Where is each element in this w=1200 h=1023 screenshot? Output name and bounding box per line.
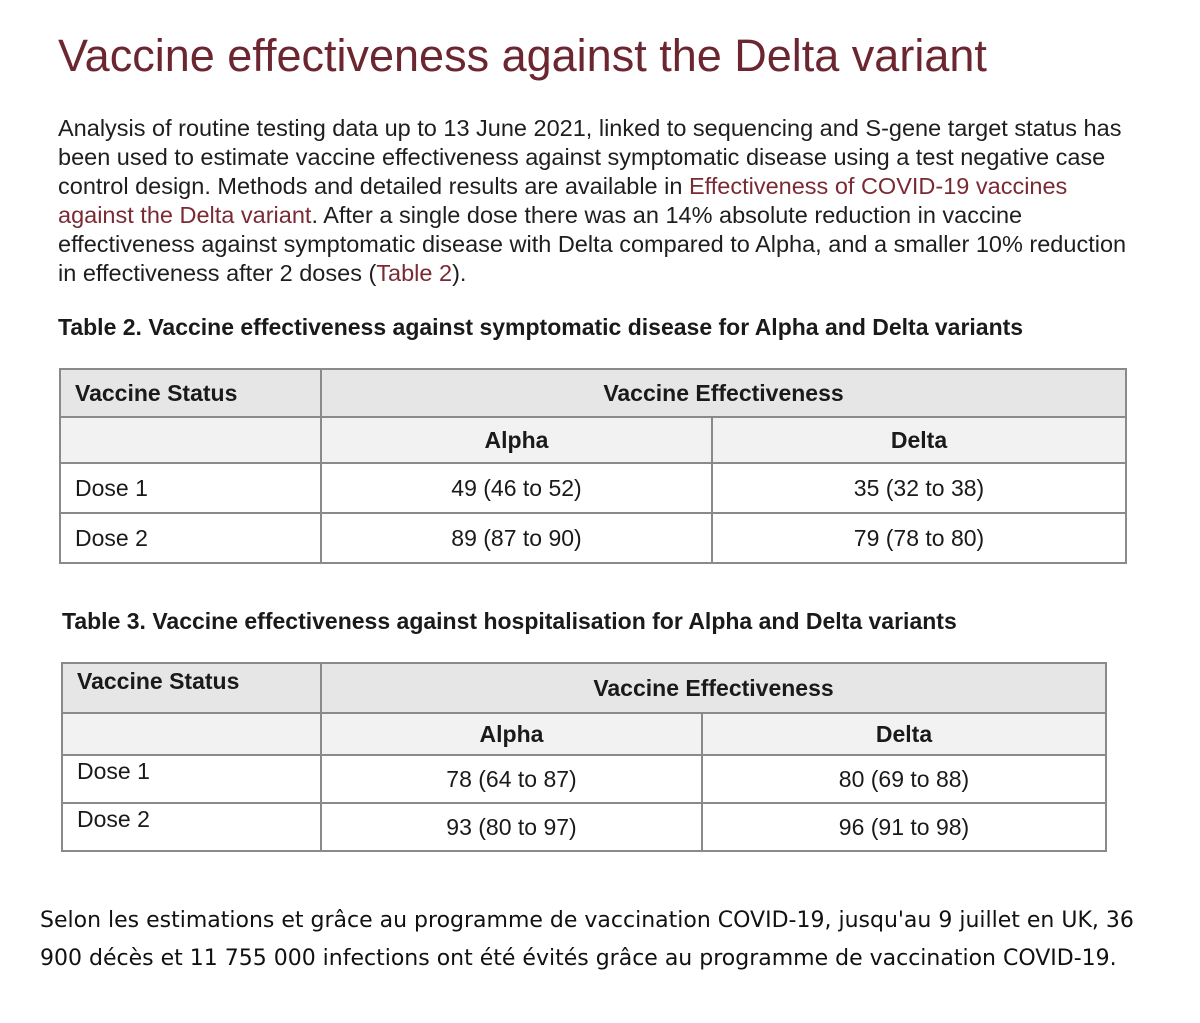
table2-dose2-delta: 79 (78 to 80) bbox=[712, 513, 1126, 563]
table3-header-row bbox=[62, 663, 1106, 713]
table2-dose1-delta: 35 (32 to 38) bbox=[712, 463, 1126, 513]
table2-dose1-alpha: 49 (46 to 52) bbox=[321, 463, 712, 513]
table2-caption: Table 2. Vaccine effectiveness against symptomatic disease for Alpha and Delta variants bbox=[58, 314, 1024, 340]
table3-dose2-alpha: 93 (80 to 97) bbox=[321, 803, 702, 851]
table3-caption: Table 3. Vaccine effectiveness against hospitalisation for Alpha and Delta variants bbox=[62, 608, 957, 634]
table2-header-delta: Delta bbox=[712, 417, 1126, 463]
table3-dose1-delta: 80 (69 to 88) bbox=[702, 755, 1106, 803]
table3-header-effectiveness: Vaccine Effectiveness bbox=[321, 663, 1106, 713]
table2-header-effectiveness: Vaccine Effectiveness bbox=[321, 369, 1126, 417]
table2-subheader-row bbox=[60, 417, 1126, 463]
table3-dose1-alpha: 78 (64 to 87) bbox=[321, 755, 702, 803]
table2-link[interactable]: Table 2 bbox=[376, 260, 453, 286]
intro-text-3: ). bbox=[452, 260, 467, 286]
table-row bbox=[62, 755, 1106, 803]
table-row bbox=[60, 463, 1126, 513]
table2-dose2-status: Dose 2 bbox=[60, 513, 321, 563]
table3-hospitalisation bbox=[61, 662, 1107, 852]
table3-subheader-blank bbox=[62, 713, 321, 755]
table2-header-status: Vaccine Status bbox=[60, 369, 321, 417]
effectiveness-link[interactable]: Effectiveness of COVID-19 vaccines against the Delta variant bbox=[58, 173, 1068, 228]
table-row bbox=[62, 803, 1106, 851]
table3-dose1-status: Dose 1 bbox=[62, 755, 321, 803]
page-heading: Vaccine effectiveness against the Delta variant bbox=[58, 30, 987, 81]
table-row bbox=[60, 513, 1126, 563]
table3-dose2-status: Dose 2 bbox=[62, 803, 321, 851]
table2-dose2-alpha: 89 (87 to 90) bbox=[321, 513, 712, 563]
french-summary: Selon les estimations et grâce au programme de vaccination COVID-19, jusqu'au 9 juillet en UK, 36 900 décès et 11 755 000 infections ont été évités grâce au programme de vaccination COVID-19. bbox=[40, 908, 1134, 971]
intro-text-1: Analysis of routine testing data up to 13 June 2021, linked to sequencing and S-gene target status has been used to estimate vaccine effectiveness against symptomatic disease using a test negative case control design. Methods and detailed results are available in bbox=[58, 115, 1122, 199]
table2-symptomatic bbox=[59, 368, 1127, 564]
table2-header-alpha: Alpha bbox=[321, 417, 712, 463]
table3-header-delta: Delta bbox=[702, 713, 1106, 755]
table2-dose1-status: Dose 1 bbox=[60, 463, 321, 513]
table2-header-row bbox=[60, 369, 1126, 417]
table3-header-alpha: Alpha bbox=[321, 713, 702, 755]
table3-header-status: Vaccine Status bbox=[62, 663, 321, 713]
table3-dose2-delta: 96 (91 to 98) bbox=[702, 803, 1106, 851]
intro-text-2: . After a single dose there was an 14% absolute reduction in vaccine effectiveness against symptomatic disease with Delta compared to Alpha, and a smaller 10% reduction in effectiveness after 2 doses ( bbox=[58, 202, 1127, 286]
table3-subheader-row bbox=[62, 713, 1106, 755]
table2-subheader-blank bbox=[60, 417, 321, 463]
intro-paragraph bbox=[58, 114, 1138, 288]
